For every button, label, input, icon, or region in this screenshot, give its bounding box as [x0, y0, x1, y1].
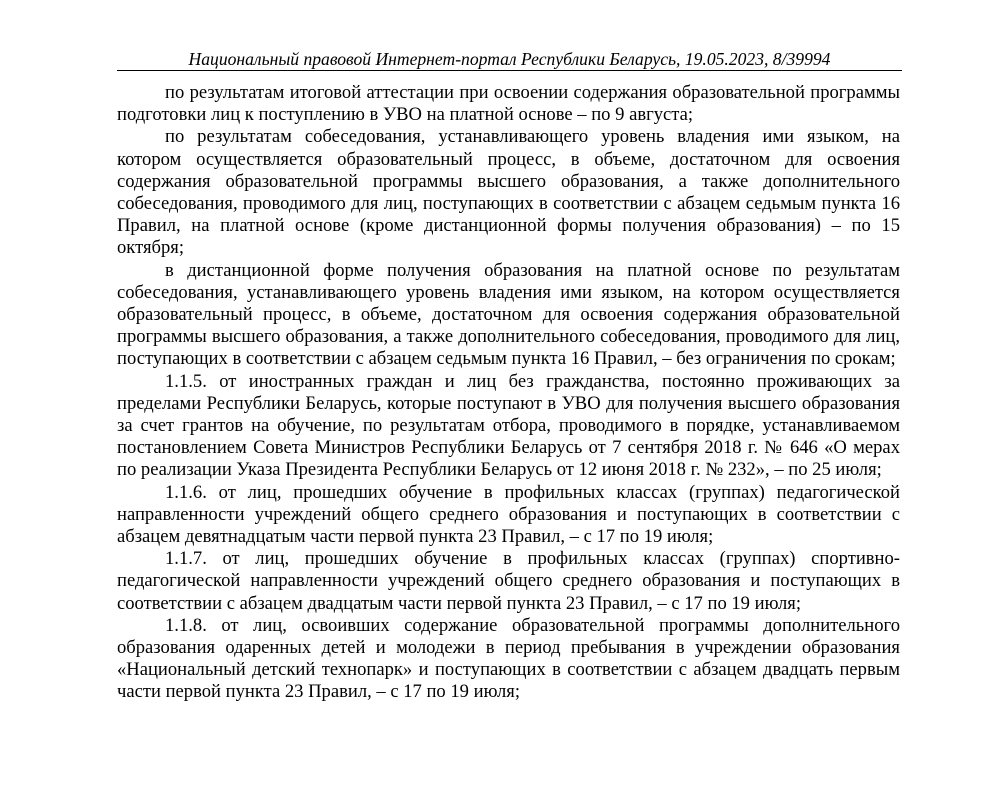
document-body [117, 82, 900, 704]
running-header: Национальный правовой Интернет-портал Республики Беларусь, 19.05.2023, 8/39994 [188, 49, 831, 69]
paragraph: 1.1.8. от лиц, освоивших содержание образовательной программы дополнительного образования одаренных детей и молодежи в период пребывания в учреждении образования «Национальный детский технопарк» и поступающих в соответствии с абзацем двадцать первым части первой пункта 23 Правил, – с 17 по 19 июля; [117, 614, 900, 703]
paragraph: по результатам итоговой аттестации при освоении содержания образовательной программы подготовки лиц к поступлению в УВО на платной основе – по 9 августа; [117, 82, 900, 126]
paragraph: 1.1.6. от лиц, прошедших обучение в профильных классах (группах) педагогической направленности учреждений общего среднего образования и поступающих в соответствии с абзацем девятнадцатым части первой пункта 23 Правил, – с 17 по 19 июля; [117, 481, 900, 548]
paragraph: в дистанционной форме получения образования на платной основе по результатам собеседования, устанавливающего уровень владения ими языком, на котором осуществляется образовательный процесс, в объеме, достаточном для освоения содержания образовательной программы высшего образования, а также дополнительного собеседования, проводимого для лиц, поступающих в соответствии с абзацем седьмым пункта 16 Правил, – без ограничения по срокам; [117, 259, 900, 370]
header-divider [117, 70, 902, 71]
paragraph: 1.1.5. от иностранных граждан и лиц без гражданства, постоянно проживающих за пределами Республики Беларусь, которые поступают в УВО для получения высшего образования за счет грантов на обучение, по результатам отбора, проводимого в порядке, устанавливаемом постановлением Совета Министров Республики Беларусь от 7 сентября 2018 г. № 646 «О мерах по реализации Указа Президента Республики Беларусь от 12 июня 2018 г. № 232», – по 25 июля; [117, 370, 900, 481]
paragraph: по результатам собеседования, устанавливающего уровень владения ими языком, на котором осуществляется образовательный процесс, в объеме, достаточном для освоения содержания образовательной программы высшего образования, а также дополнительного собеседования, проводимого для лиц, поступающих в соответствии с абзацем седьмым пункта 16 Правил, на платной основе (кроме дистанционной формы получения образования) – по 15 октября; [117, 126, 900, 259]
paragraph: 1.1.7. от лиц, прошедших обучение в профильных классах (группах) спортивно-педагогической направленности учреждений общего среднего образования и поступающих в соответствии с абзацем двадцатым части первой пункта 23 Правил, – с 17 по 19 июля; [117, 548, 900, 614]
